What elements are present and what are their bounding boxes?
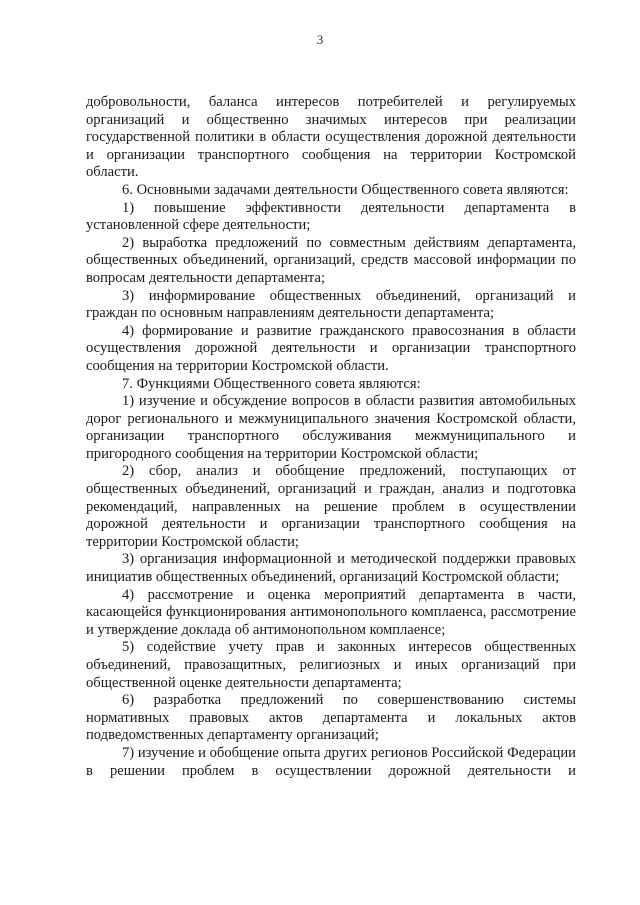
paragraph-task-4: 4) формирование и развитие гражданского правосознания в области осуществления дорожной деятельности и организации транспортного сообщения на территории Костромской области.	[86, 322, 576, 374]
paragraph-function-4: 4) рассмотрение и оценка мероприятий департамента в части, касающейся функционирования антимонопольного комплаенса, рассмотрение и утверждение доклада об антимонопольном комплаенсе;	[86, 586, 576, 638]
paragraph-function-1: 1) изучение и обсуждение вопросов в области развития автомобильных дорог регионального и межмуниципального значения Костромской области, организации транспортного обслуживания межмуниципального и пригородного сообщения на территории Костромской области;	[86, 393, 576, 462]
paragraph-continuation: добровольности, баланса интересов потребителей и регулируемых организаций и общественно значимых интересов при реализации государственной политики в области осуществления дорожной деятельности и организации транспортного сообщения на территории Костромской области.	[86, 94, 576, 181]
paragraph-function-7: 7) изучение и обобщение опыта других регионов Российской Федерации в решении проблем в осуществлении дорожной деятельности и	[86, 744, 576, 779]
paragraph-item-7-heading: 7. Функциями Общественного совета являются:	[122, 375, 421, 392]
paragraph-function-6: 6) разработка предложений по совершенствованию системы нормативных правовых актов департамента и локальных актов подведомственных департаменту организаций;	[86, 692, 576, 744]
page-number: 3	[316, 32, 324, 47]
paragraph-function-5: 5) содействие учету прав и законных интересов общественных объединений, правозащитных, религиозных и иных организаций при общественной оценке деятельности департамента;	[86, 639, 576, 691]
paragraph-function-2: 2) сбор, анализ и обобщение предложений, поступающих от общественных объединений, организаций и граждан, анализ и подготовка рекомендаций, направленных на решение проблем в осуществлении дорожной деятельности и организации транспортного сообщения на территории Костромской области;	[86, 463, 576, 550]
paragraph-task-3: 3) информирование общественных объединений, организаций и граждан по основным направлениям деятельности департамента;	[86, 287, 576, 322]
paragraph-task-2: 2) выработка предложений по совместным действиям департамента, общественных объединений, организаций, средств массовой информации по вопросам деятельности департамента;	[86, 234, 576, 286]
document-body	[86, 94, 576, 780]
paragraph-item-6-heading: 6. Основными задачами деятельности Общественного совета являются:	[122, 181, 569, 198]
paragraph-task-1: 1) повышение эффективности деятельности департамента в установленной сфере деятельности;	[86, 199, 576, 234]
paragraph-function-3: 3) организация информационной и методической поддержки правовых инициатив общественных объединений, организаций Костромской области;	[86, 551, 576, 586]
